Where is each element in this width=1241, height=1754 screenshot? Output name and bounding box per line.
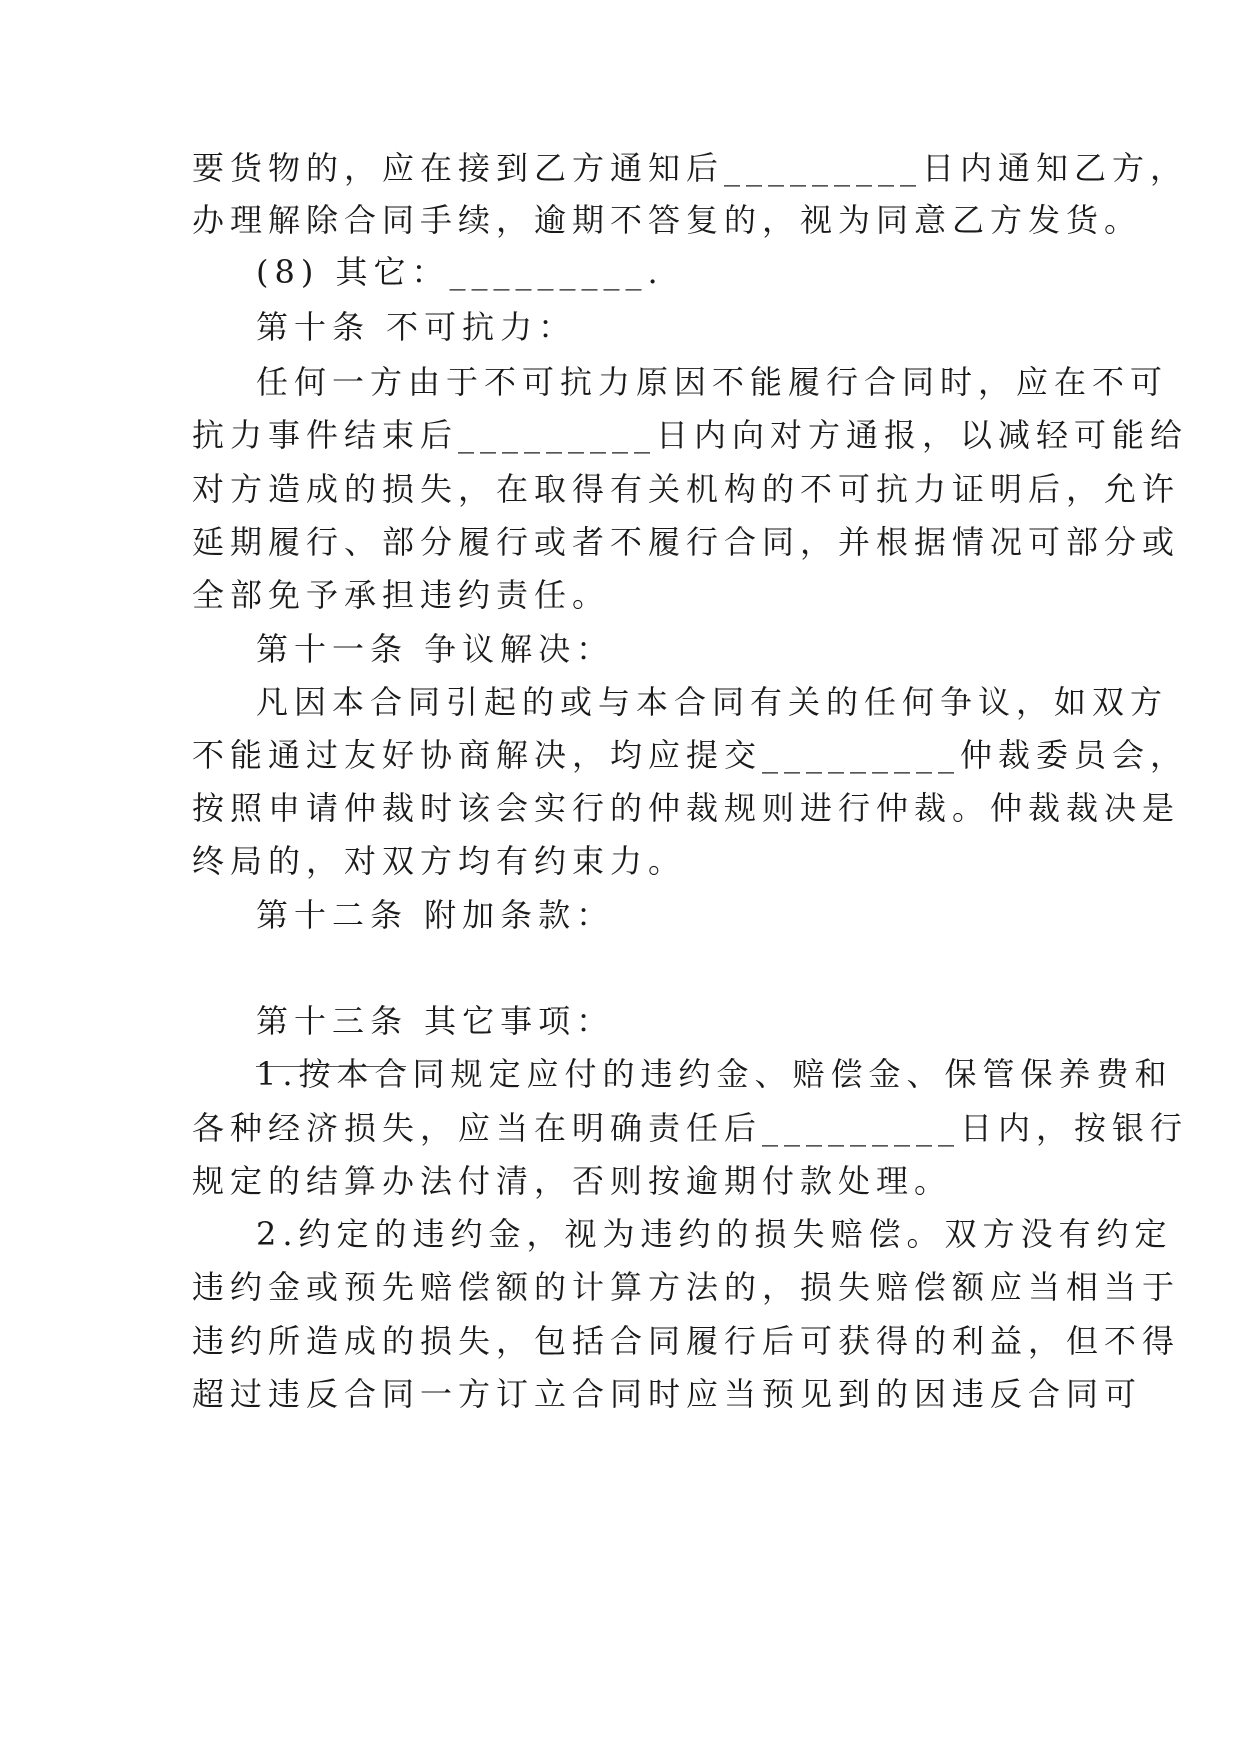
text-line: 2.约定的违约金，视为违约的损失赔偿。双方没有约定 — [256, 1215, 1173, 1253]
text-line: 各种经济损失，应当在明确责任后_________日内，按银行 — [192, 1109, 1189, 1147]
text-line: 1.按本合同规定应付的违约金、赔偿金、保管保养费和 — [256, 1055, 1173, 1093]
text-line: 对方造成的损失，在取得有关机构的不可抗力证明后，允许 — [192, 470, 1181, 508]
text-line: 全部免予承担违约责任。 — [192, 576, 611, 614]
text-line: 终局的，对双方均有约束力。 — [192, 842, 687, 880]
text-line: 任何一方由于不可抗力原因不能履行合同时，应在不可 — [256, 363, 1169, 401]
text-line: 不能通过友好协商解决，均应提交_________仲裁委员会， — [192, 736, 1189, 774]
article-heading: 第十条 不可抗力： — [256, 308, 577, 346]
text-line: 办理解除合同手续，逾期不答复的，视为同意乙方发货。 — [192, 201, 1143, 239]
text-line: 规定的结算办法付清，否则按逾期付款处理。 — [192, 1162, 953, 1200]
article-heading: 第十二条 附加条款： — [256, 896, 615, 934]
text-line: 延期履行、部分履行或者不履行合同，并根据情况可部分或 — [192, 523, 1181, 561]
text-line: 要货物的，应在接到乙方通知后_________日内通知乙方， — [192, 149, 1189, 187]
text-line: 抗力事件结束后_________日内向对方通报，以减轻可能给 — [192, 416, 1189, 454]
text-line: (8) 其它：_________. — [256, 253, 664, 291]
text-line: 按照申请仲裁时该会实行的仲裁规则进行仲裁。仲裁裁决是 — [192, 789, 1181, 827]
article-heading: 第十一条 争议解决： — [256, 630, 615, 668]
text-line: 违约所造成的损失，包括合同履行后可获得的利益，但不得 — [192, 1322, 1181, 1360]
text-line: 凡因本合同引起的或与本合同有关的任何争议，如双方 — [256, 683, 1169, 721]
text-line: 超过违反合同一方订立合同时应当预见到的因违反合同可 — [192, 1375, 1143, 1413]
text-line: 违约金或预先赔偿额的计算方法的，损失赔偿额应当相当于 — [192, 1268, 1181, 1306]
article-heading: 第十三条 其它事项： — [256, 1002, 615, 1040]
